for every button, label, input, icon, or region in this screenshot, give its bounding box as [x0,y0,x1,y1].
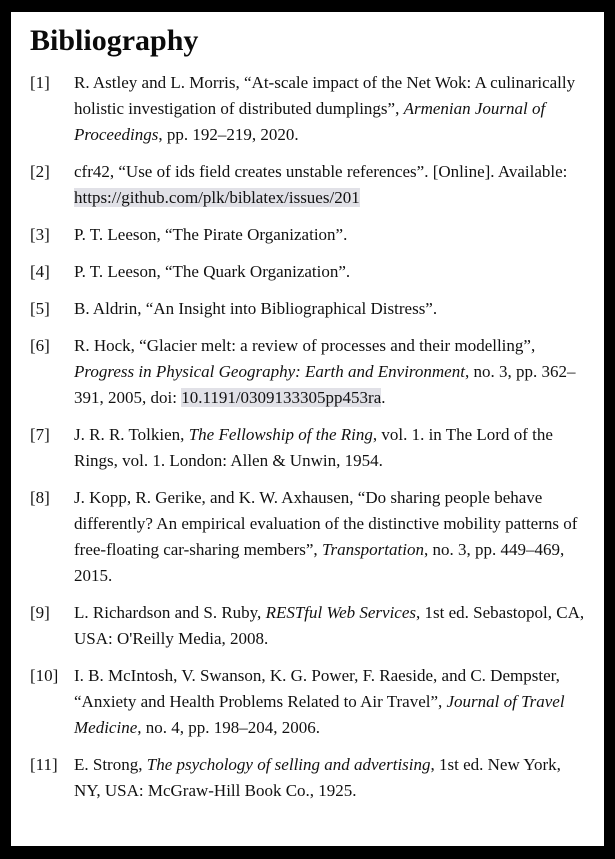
text-run: , no. 3, pp. 449–469, 2015. [74,540,565,585]
bibliography-entry [30,333,590,411]
italic-title-run: Armenian Journal of Proceedings [74,99,546,144]
entry-label: [7] [30,425,50,444]
entry-label: [9] [30,603,50,622]
entry-label: [8] [30,488,50,507]
entry-label: [5] [30,299,50,318]
text-run: J. Kopp, R. Gerike, and K. W. Axhausen, “Do sharing people behave differently? An empirical evaluation of the distinctive mobility patterns of free-floating car-sharing members”, [74,488,578,559]
bibliography-entry [30,70,590,148]
italic-title-run: Transportation [321,540,424,559]
italic-title-run: RESTful Web Services [265,603,417,622]
entry-text [74,600,590,652]
bibliography-entry [30,159,590,211]
entry-text [74,752,590,804]
entry-label: [10] [30,666,59,685]
italic-title-run: The Fellowship of the Ring [188,425,373,444]
entry-label: [2] [30,162,50,181]
page-title: Bibliography [30,24,199,57]
text-run: , pp. 192–219, 2020. [158,125,299,144]
entry-label: [1] [30,73,50,92]
text-run: , no. 3, pp. 362–391, 2005, doi: [74,362,576,407]
text-run: cfr42, “Use of ids field creates unstable references”. [Online]. Available: [74,162,568,181]
document-page [11,12,604,846]
entry-label: [11] [30,755,58,774]
bibliography-entry [30,422,590,474]
entry-label: [6] [30,336,50,355]
text-run: P. T. Leeson, “The Quark Organization”. [74,262,351,281]
entry-text [74,422,590,474]
text-run: , 1st ed. Sebastopol, CA, USA: O'Reilly Media, 2008. [74,603,585,648]
entry-text [74,159,590,211]
bibliography-list [30,70,590,804]
text-run: R. Hock, “Glacier melt: a review of processes and their modelling”, [74,336,536,355]
text-run: . [381,388,386,407]
bibliography-entry [30,752,590,804]
entry-text [74,222,590,248]
text-run: L. Richardson and S. Ruby, [74,603,266,622]
text-run: B. Aldrin, “An Insight into Bibliographical Distress”. [74,299,438,318]
bibliography-entry [30,663,590,741]
bibliography-entry [30,600,590,652]
text-run: R. Astley and L. Morris, “At-scale impact of the Net Wok: A culinarically holistic investigation of distributed dumplings”, [74,73,576,118]
entry-text [74,259,590,285]
bibliography-entry [30,259,590,285]
entry-text [74,663,590,741]
bibliography-entry [30,485,590,589]
text-run: I. B. McIntosh, V. Swanson, K. G. Power, F. Raeside, and C. Dempster, “Anxiety and Health Problems Related to Air Travel”, [74,666,560,711]
text-run: P. T. Leeson, “The Pirate Organization”. [74,225,348,244]
text-run: , vol. 1. in The Lord of the Rings, vol. 1. London: Allen & Unwin, 1954. [74,425,553,470]
bibliography-entry [30,222,590,248]
entry-text [74,333,590,411]
link-run[interactable]: https://github.com/plk/biblatex/issues/201 [74,188,360,207]
entry-label: [4] [30,262,50,281]
italic-title-run: Progress in Physical Geography: Earth and Environment [74,362,465,381]
entry-text [74,485,590,589]
text-run: , no. 4, pp. 198–204, 2006. [137,718,320,737]
italic-title-run: The psychology of selling and advertising [146,755,431,774]
text-run: E. Strong, [74,755,147,774]
entry-text [74,70,590,148]
text-run: , 1st ed. New York, NY, USA: McGraw-Hill Book Co., 1925. [74,755,561,800]
entry-text [74,296,590,322]
entry-label: [3] [30,225,50,244]
link-run[interactable]: 10.1191/0309133305pp453ra [181,388,382,407]
italic-title-run: Journal of Travel Medicine [74,692,565,737]
bibliography-entry [30,296,590,322]
text-run: J. R. R. Tolkien, [74,425,189,444]
